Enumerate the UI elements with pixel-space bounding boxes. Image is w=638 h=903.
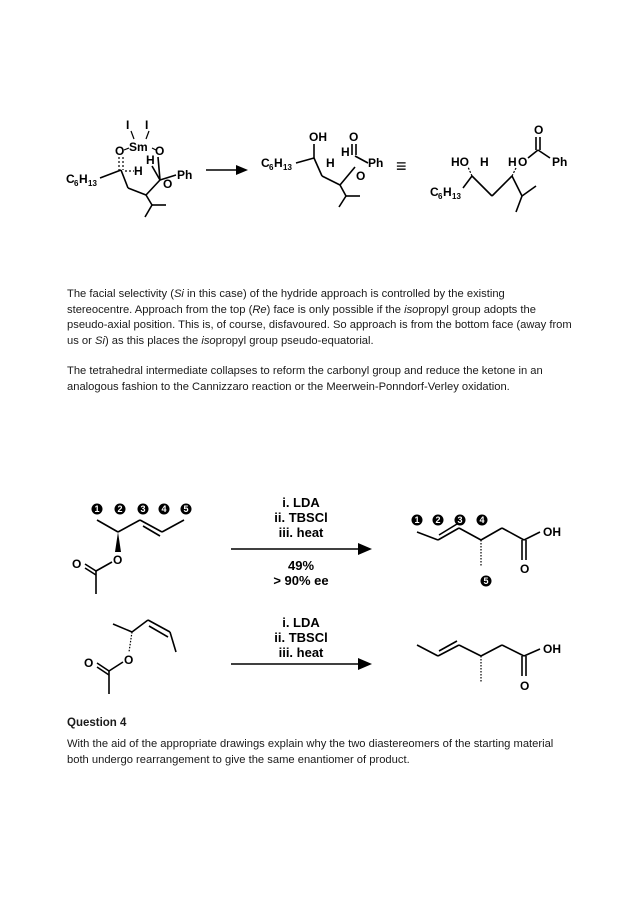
ring-oxygen-label: O	[163, 177, 173, 191]
hydride-label: H	[134, 164, 143, 178]
svg-text:6: 6	[74, 179, 79, 188]
svg-text:2: 2	[435, 515, 441, 525]
acetal-h-label: H	[146, 153, 155, 167]
ho-label: HO	[451, 155, 469, 169]
hexyl-label-3: C	[430, 185, 439, 199]
prod1-carbonyl-o-label: O	[520, 562, 530, 576]
question-heading: Question 4	[67, 717, 127, 729]
svg-text:3: 3	[140, 504, 146, 514]
svg-text:i. LDA: i. LDA	[282, 495, 320, 510]
tetrahedral-paragraph: The tetrahedral intermediate collapses to reform the carbonyl group and reduce the ketone in an analogous fashion to the Cannizzaro reaction or the Meerwein-Ponndorf-Verley oxidation.	[67, 365, 543, 393]
svg-text:H: H	[274, 156, 283, 170]
h-label-4: H	[480, 155, 489, 169]
sm-oxygen-1-label: O	[115, 144, 125, 158]
hexyl-label: C	[66, 172, 75, 186]
svg-text:4: 4	[161, 504, 167, 514]
allylic-ester-sm-1	[72, 520, 184, 594]
question-body: With the aid of the appropriate drawings explain why the two diastereomers of the starting material both undergo rearrangement to give the same enantiomer of product.	[67, 738, 554, 766]
svg-text:2: 2	[117, 504, 123, 514]
carbonyl-oxygen-label: O	[349, 130, 359, 144]
svg-text:6: 6	[438, 192, 443, 201]
carboxylic-acid-product-2	[417, 641, 561, 693]
svg-text:ii. TBSCl: ii. TBSCl	[274, 630, 328, 645]
prod2-oh-label: OH	[543, 642, 561, 656]
ring-oxygen-label-2: O	[356, 169, 366, 183]
reaction-conditions-2	[231, 615, 372, 670]
svg-text:i. LDA: i. LDA	[282, 615, 320, 630]
hexyl-label-2: C	[261, 156, 270, 170]
svg-text:13: 13	[452, 192, 461, 201]
ester-carbonyl-oxygen-label: O	[534, 123, 544, 137]
h-label-5: H	[508, 155, 517, 169]
sm1-ester-oxygen-label: O	[113, 553, 123, 567]
iodide-1-label: I	[126, 118, 130, 132]
sm2-carbonyl-oxygen-label: O	[84, 656, 94, 670]
svg-text:ii. TBSCl: ii. TBSCl	[274, 510, 328, 525]
equivalence-symbol: ≡	[396, 156, 407, 176]
svg-text:H: H	[79, 172, 88, 186]
position-markers-product	[412, 515, 492, 587]
prod1-oh-label: OH	[543, 525, 561, 539]
phenyl-label: Ph	[177, 168, 193, 182]
reaction-conditions-1	[231, 495, 372, 588]
svg-text:iii. heat: iii. heat	[278, 645, 324, 660]
svg-text:49%: 49%	[287, 558, 315, 573]
svg-text:H: H	[443, 185, 452, 199]
svg-text:> 90% ee: > 90% ee	[273, 573, 329, 588]
svg-text:13: 13	[88, 179, 97, 188]
svg-text:1: 1	[414, 515, 420, 525]
tetrahedral-intermediate-structure	[261, 130, 383, 207]
selectivity-paragraph: The facial selectivity (Si in this case) of the hydride approach is controlled by the existing stereocentre. Approach from the top (Re) face is only possible if the isopropyl group adopts the pseudo-axial position. This is, of course, disfavoured. So approach is from the bottom face (away from us or Si) as this places the isopropyl group pseudo-equatorial.	[67, 288, 572, 347]
hydroxy-ester-product-structure	[430, 123, 567, 212]
phenyl-label-3: Ph	[552, 155, 568, 169]
h-label-3: H	[341, 145, 350, 159]
ester-oxygen-label: O	[518, 155, 528, 169]
allylic-ester-sm-2	[84, 620, 176, 694]
sm2-ester-oxygen-label: O	[124, 653, 134, 667]
iodide-2-label: I	[145, 118, 149, 132]
carboxylic-acid-product-1	[417, 524, 561, 576]
svg-text:3: 3	[457, 515, 463, 525]
phenyl-label-2: Ph	[368, 156, 384, 170]
svg-text:iii. heat: iii. heat	[278, 525, 324, 540]
position-markers-sm	[92, 504, 192, 515]
sm-oxygen-2-label: O	[155, 144, 165, 158]
svg-text:6: 6	[269, 163, 274, 172]
samarium-label: Sm	[129, 140, 148, 154]
h-label-2: H	[326, 156, 335, 170]
svg-text:4: 4	[479, 515, 485, 525]
svg-text:5: 5	[183, 504, 189, 514]
svg-text:5: 5	[483, 576, 489, 586]
svg-text:13: 13	[283, 163, 292, 172]
svg-text:1: 1	[94, 504, 100, 514]
reaction-arrow-1	[206, 165, 248, 175]
prod2-carbonyl-o-label: O	[520, 679, 530, 693]
oh-label: OH	[309, 130, 327, 144]
samarium-chelate-structure	[66, 118, 192, 217]
sm1-carbonyl-oxygen-label: O	[72, 557, 82, 571]
